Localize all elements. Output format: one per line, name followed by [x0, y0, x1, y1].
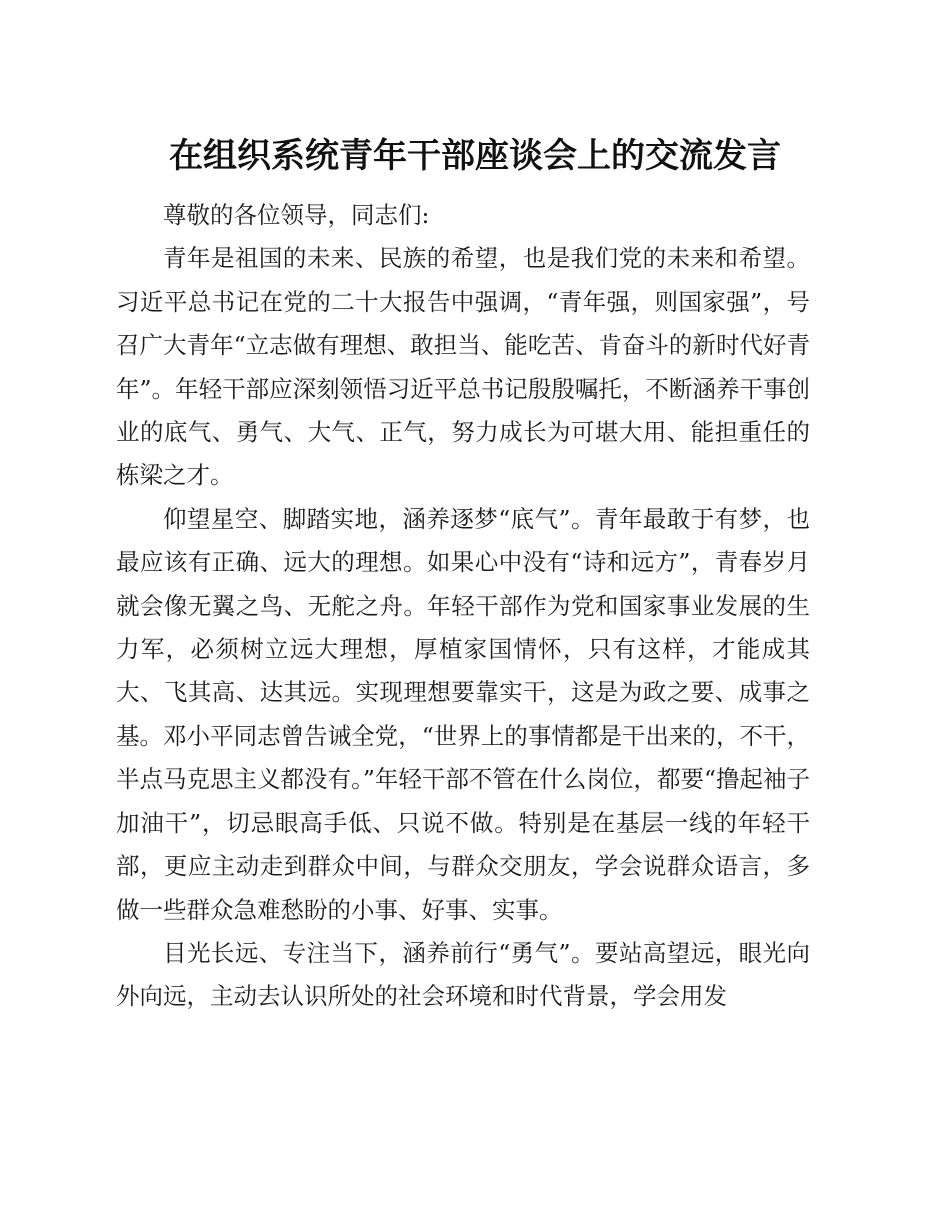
- paragraph-1: 青年是祖国的未来、民族的希望，也是我们党的未来和希望。习近平总书记在党的二十大报告中强调，“青年强，则国家强”，号召广大青年“立志做有理想、敢担当、能吃苦、肯奋斗的新时代好青年”。年轻干部应深刻领悟习近平总书记殷殷嘱托，不断涵养干事创业的底气、勇气、大气、正气，努力成长为可堪大用、能担重任的栋梁之才。: [116, 244, 810, 490]
- paragraph-2: 仰望星空、脚踏实地，涵养逐梦“底气”。青年最敢于有梦，也最应该有正确、远大的理想。如果心中没有“诗和远方”，青春岁月就会像无翼之鸟、无舵之舟。年轻干部作为党和国家事业发展的生力军，必须树立远大理想，厚植家国情怀，只有这样，才能成其大、飞其高、达其远。实现理想要靠实干，这是为政之要、成事之基。邓小平同志曾告诫全党，“世界上的事情都是干出来的，不干，半点马克思主义都没有。”年轻干部不管在什么岗位，都要“撸起袖子加油干”，切忌眼高手低、只说不做。特别是在基层一线的年轻干部，更应主动走到群众中间，与群众交朋友，学会说群众语言，多做一些群众急难愁盼的小事、好事、实事。: [116, 504, 810, 924]
- document-body: [116, 194, 810, 1019]
- document-title: 在组织系统青年干部座谈会上的交流发言: [169, 136, 781, 176]
- salutation: 尊敬的各位领导，同志们:: [163, 201, 430, 229]
- paragraph-3: 目光长远、专注当下，涵养前行“勇气”。要站高望远，眼光向外向远，主动去认识所处的社会环境和时代背景，学会用发: [116, 938, 810, 1011]
